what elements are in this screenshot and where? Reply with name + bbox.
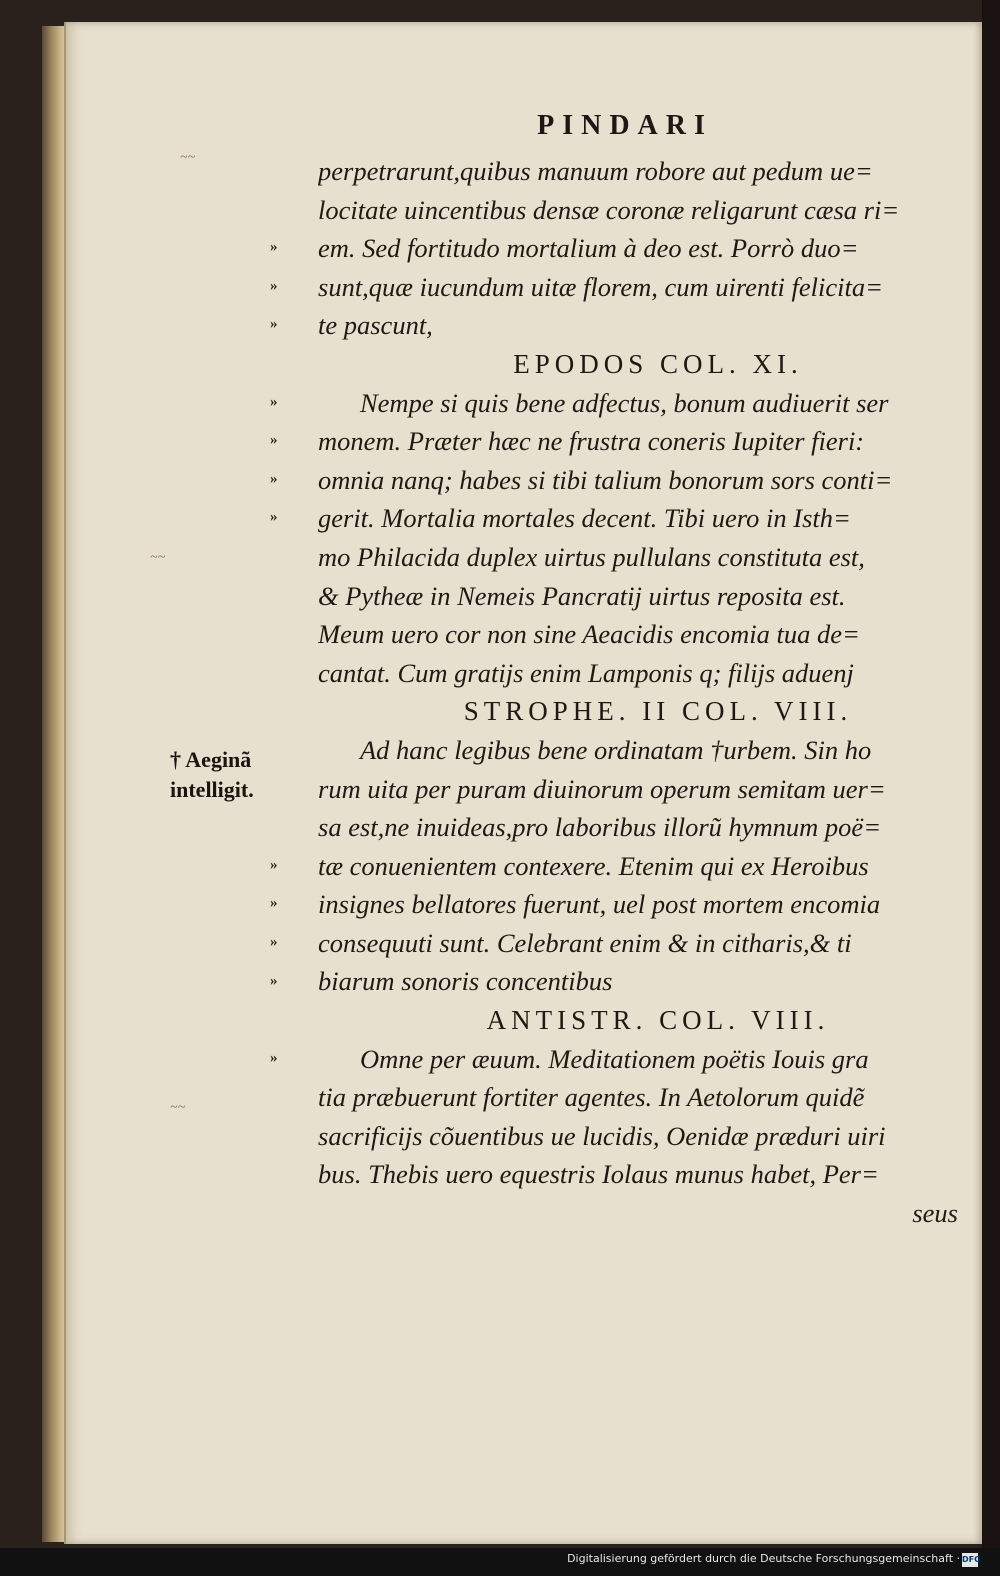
- text-line: Ad hanc legibus bene ordinatam †urbem. Sin ho: [360, 734, 872, 765]
- margin-quote-mark: »: [270, 316, 278, 333]
- margin-quote-mark: »: [270, 509, 278, 526]
- text-line: insignes bellatores fuerunt, uel post mortem encomia: [318, 889, 881, 920]
- text-line: te pascunt,: [318, 310, 433, 341]
- margin-quote-mark: »: [270, 856, 278, 873]
- book-spine: [42, 26, 66, 1542]
- text-line: sunt,quæ iucundum uitæ florem, cum uirenti felicita=: [318, 271, 884, 302]
- text-line: omnia nanq; habes si tibi talium bonorum sors conti=: [318, 464, 893, 495]
- section-heading: ANTISTR. COL. VIII.: [486, 1005, 830, 1036]
- text-line: gerit. Mortalia mortales decent. Tibi uero in Isth=: [318, 503, 851, 534]
- section-heading: STROPHE. II COL. VIII.: [463, 696, 853, 727]
- running-head: PINDARI: [537, 110, 713, 141]
- section-heading: EPODOS COL. XI.: [513, 348, 803, 379]
- catchword: seus: [912, 1198, 958, 1229]
- text-line: bus. Thebis uero equestris Iolaus munus habet, Per=: [318, 1159, 879, 1190]
- text-line: consequuti sunt. Celebrant enim & in citharis,& ti: [318, 927, 852, 958]
- margin-quote-mark: »: [270, 934, 278, 950]
- margin-quote-mark: »: [270, 393, 278, 410]
- margin-quote-mark: »: [270, 432, 278, 449]
- margin-quote-mark: »: [270, 239, 278, 256]
- text-line: monem. Præter hæc ne frustra coneris Iupiter fieri:: [318, 426, 865, 457]
- text-line: Omne per æuum. Meditationem poëtis Iouis gra: [360, 1043, 869, 1074]
- printed-margin-note: [170, 745, 254, 805]
- printed-note-line: intelligit.: [170, 777, 254, 802]
- handwritten-annotation: ~~: [150, 550, 166, 565]
- text-line: mo Philacida duplex uirtus pullulans constituta est,: [318, 541, 865, 572]
- text-line: sa est,ne inuideas,pro laboribus illorũ hymnum poë=: [318, 812, 882, 843]
- text-line: sacrificijs cõuentibus ue lucidis, Oenidæ præduri uiri: [318, 1120, 886, 1151]
- text-line: Nempe si quis bene adfectus, bonum audiuerit ser: [360, 387, 889, 418]
- margin-quote-mark: »: [270, 1049, 278, 1066]
- text-line: Meum uero cor non sine Aeacidis encomia tua de=: [318, 619, 860, 650]
- text-line: locitate uincentibus densæ coronæ religarunt cæsa ri=: [318, 194, 900, 225]
- margin-quote-mark: »: [270, 470, 278, 487]
- printed-note-line: † Aeginã: [170, 747, 252, 772]
- dfg-logo: DFG: [962, 1553, 978, 1567]
- margin-quote-mark: »: [270, 972, 278, 989]
- text-line: perpetrarunt,quibus manuum robore aut pedum ue=: [318, 156, 873, 186]
- text-line: rum uita per puram diuinorum operum semitam uer=: [318, 773, 886, 804]
- handwritten-annotation: ~~: [180, 150, 196, 165]
- main-text-block: [318, 152, 958, 1233]
- margin-quote-mark: »: [270, 895, 278, 912]
- text-line: em. Sed fortitudo mortalium à deo est. Porrò duo=: [318, 233, 859, 264]
- text-line: tæ conuenientem contexere. Etenim qui ex Heroibus: [318, 850, 869, 881]
- handwritten-annotation: ~~: [170, 1100, 186, 1115]
- text-line: cantat. Cum gratijs enim Lamponis q; filijs aduenj: [318, 657, 854, 688]
- margin-quote-mark: »: [270, 277, 278, 294]
- text-line: tia præbuerunt fortiter agentes. In Aetolorum quidẽ: [318, 1082, 865, 1113]
- footer-credit: Digitalisierung gefördert durch die Deutsche Forschungsgemeinschaft ·: [567, 1552, 960, 1565]
- text-line: & Pytheæ in Nemeis Pancratij uirtus reposita est.: [318, 580, 846, 611]
- page-edge: [982, 0, 1000, 1576]
- text-line: biarum sonoris concentibus: [318, 966, 613, 997]
